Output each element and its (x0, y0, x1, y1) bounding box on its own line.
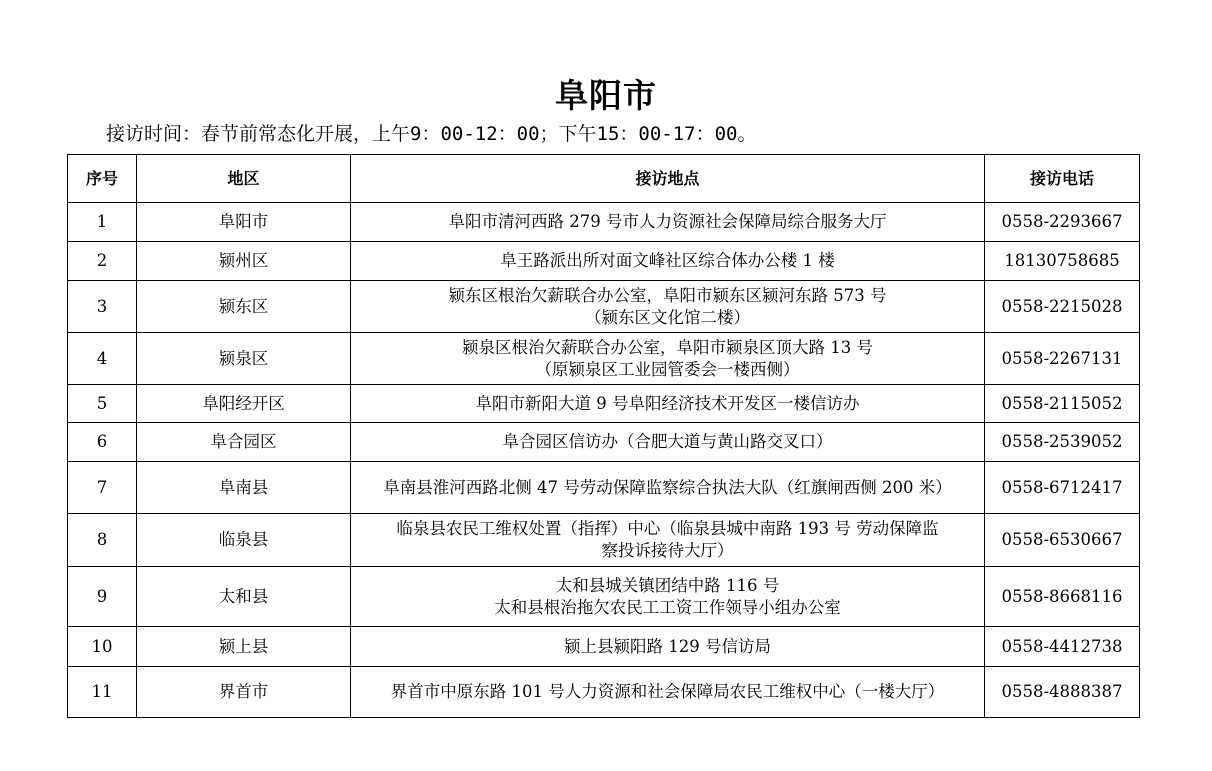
cell-no: 10 (68, 627, 137, 667)
cell-address (351, 423, 985, 462)
cell-region: 界首市 (137, 667, 351, 718)
cell-no: 5 (68, 385, 137, 423)
cell-phone: 0558-2293667 (985, 203, 1140, 242)
address-line: 阜阳市新阳大道 9 号阜阳经济技术开发区一楼信访办 (475, 393, 860, 413)
address-line: 颍泉区根治欠薪联合办公室，阜阳市颍泉区顶大路 13 号 (462, 337, 873, 357)
cell-address (351, 514, 985, 567)
cell-region: 阜南县 (137, 462, 351, 514)
address-line: 太和县城关镇团结中路 116 号 (555, 575, 780, 595)
cell-phone: 0558-2539052 (985, 423, 1140, 462)
address-line: 太和县根治拖欠农民工工资工作领导小组办公室 (494, 597, 841, 617)
cell-region: 颍上县 (137, 627, 351, 667)
table-row (68, 627, 1140, 667)
cell-address (351, 203, 985, 242)
table-row (68, 567, 1140, 627)
cell-region: 阜阳经开区 (137, 385, 351, 423)
reception-time-note: 接访时间：春节前常态化开展，上午9：00-12：00；下午15：00-17：00。 (106, 123, 757, 145)
cell-phone: 0558-4412738 (985, 627, 1140, 667)
cell-address (351, 385, 985, 423)
header-region: 地区 (137, 155, 351, 203)
address-line: 临泉县农民工维权处置（指挥）中心（临泉县城中南路 193 号 劳动保障监 (396, 519, 939, 538)
cell-region: 颍泉区 (137, 333, 351, 385)
cell-no: 3 (68, 281, 137, 333)
table-row (68, 462, 1140, 514)
cell-address (351, 667, 985, 718)
page-title: 阜阳市 (555, 76, 657, 115)
cell-no: 8 (68, 514, 137, 567)
table-row (68, 333, 1140, 385)
cell-no: 7 (68, 462, 137, 514)
cell-no: 1 (68, 203, 137, 242)
cell-address (351, 627, 985, 667)
cell-region: 阜合园区 (137, 423, 351, 462)
cell-address (351, 242, 985, 281)
cell-region: 太和县 (137, 567, 351, 627)
cell-phone: 18130758685 (985, 242, 1140, 281)
table-row (68, 385, 1140, 423)
cell-address (351, 567, 985, 627)
cell-no: 11 (68, 667, 137, 718)
address-line: （颍东区文化馆二楼） (585, 307, 750, 327)
address-line: 界首市中原东路 101 号人力资源和社会保障局农民工维权中心（一楼大厅） (390, 682, 945, 701)
address-line: 颍东区根治欠薪联合办公室，阜阳市颍东区颍河东路 573 号 (448, 285, 887, 305)
cell-phone: 0558-2215028 (985, 281, 1140, 333)
cell-address (351, 333, 985, 385)
table-header-row (68, 155, 1140, 203)
cell-no: 9 (68, 567, 137, 627)
cell-no: 2 (68, 242, 137, 281)
cell-phone: 0558-4888387 (985, 667, 1140, 718)
address-line: （原颍泉区工业园管委会一楼西侧） (535, 359, 800, 379)
header-address: 接访地点 (351, 155, 985, 203)
table-row (68, 423, 1140, 462)
table-row (68, 242, 1140, 281)
cell-address (351, 462, 985, 514)
cell-phone: 0558-8668116 (985, 567, 1140, 627)
table-row (68, 514, 1140, 567)
cell-phone: 0558-6530667 (985, 514, 1140, 567)
cell-no: 4 (68, 333, 137, 385)
address-line: 阜王路派出所对面文峰社区综合体办公楼 1 楼 (500, 251, 835, 270)
header-no: 序号 (68, 155, 137, 203)
cell-phone: 0558-2267131 (985, 333, 1140, 385)
table-row (68, 667, 1140, 718)
table-row (68, 203, 1140, 242)
cell-region: 临泉县 (137, 514, 351, 567)
cell-no: 6 (68, 423, 137, 462)
address-line: 阜合园区信访办（合肥大道与黄山路交叉口） (502, 432, 833, 451)
address-line: 阜阳市清河西路 279 号市人力资源社会保障局综合服务大厅 (448, 212, 887, 231)
cell-region: 颍州区 (137, 242, 351, 281)
header-phone: 接访电话 (985, 155, 1140, 203)
address-line: 阜南县淮河西路北侧 47 号劳动保障监察综合执法大队（红旗闸西侧 200 米） (383, 477, 952, 497)
cell-phone: 0558-6712417 (985, 462, 1140, 514)
cell-address (351, 281, 985, 333)
cell-region: 阜阳市 (137, 203, 351, 242)
table-row (68, 281, 1140, 333)
address-line: 颍上县颍阳路 129 号信访局 (564, 636, 771, 656)
address-line: 察投诉接待大厅） (601, 541, 734, 560)
cell-phone: 0558-2115052 (985, 385, 1140, 423)
cell-region: 颍东区 (137, 281, 351, 333)
reception-table (67, 154, 1140, 718)
